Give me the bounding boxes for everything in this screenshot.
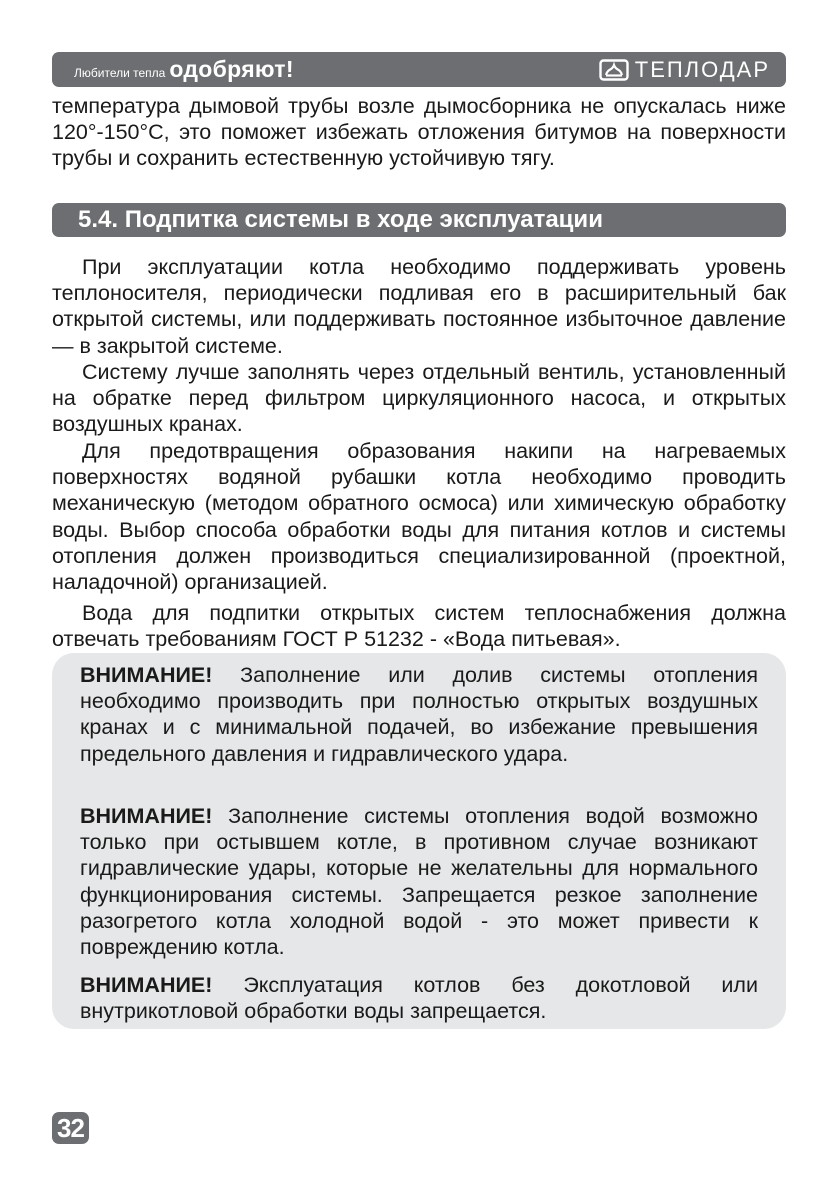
brand xyxy=(599,57,770,83)
intro-paragraph: температура дымовой трубы возле дымосборника не опускалась ниже 120°-150°С, это поможет избежать отложения битумов на поверхности трубы и сохранить естественную устойчивую тягу. xyxy=(52,94,786,171)
warning-2 xyxy=(80,803,758,960)
slogan-small: Любители тепла xyxy=(74,66,166,80)
paragraph-4: Вода для подпитки открытых систем теплоснабжения должна отвечать требованиям ГОСТ Р 51232 - «Вода питьевая». xyxy=(52,601,786,652)
page-header xyxy=(52,52,786,87)
warning-text: Заполнение или долив системы отопления необходимо производить при полностью открытых воздушных кранах и с минимальной подачей, во избежание превышения предельного давления и гидравлического удара. xyxy=(80,663,758,766)
flame-logo-icon xyxy=(599,59,629,81)
warning-text: Эксплуатация котлов без докотловой или внутрикотловой обработки воды запрещается. xyxy=(80,973,758,1024)
slogan-big: одобряют! xyxy=(169,56,294,82)
warning-label: ВНИМАНИЕ! xyxy=(80,804,213,828)
paragraph-2: Систему лучше заполнять через отдельный вентиль, установленный на обратке перед фильтром циркуляционного насоса, и открытых воздушных кранах. xyxy=(52,360,786,437)
paragraph-1: При эксплуатации котла необходимо поддерживать уровень теплоносителя, периодически подливая его в расширительный бак открытой системы, или поддерживать постоянное избыточное давление — в закрытой системе. xyxy=(52,255,786,358)
warning-label: ВНИМАНИЕ! xyxy=(80,973,213,997)
brand-name: ТЕПЛОДАР xyxy=(634,56,770,82)
page-number: 32 xyxy=(52,1112,89,1144)
warning-1 xyxy=(80,662,758,767)
warning-text: Заполнение системы отопления водой возможно только при остывшем котле, в противном случае возникают гидравлические удары, которые не желательны для нормального функционирования системы. Запрещается резкое заполнение разогретого котла холодной водой - это может привести к повреждению котла. xyxy=(80,804,758,960)
section-title: 5.4. Подпитка системы в ходе эксплуатации xyxy=(52,203,786,237)
warning-label: ВНИМАНИЕ! xyxy=(80,663,213,687)
slogan xyxy=(74,56,294,83)
paragraph-3: Для предотвращения образования накипи на нагреваемых поверхностях водяной рубашки котла необходимо проводить механическую (методом обратного осмоса) или химическую обработку воды. Выбор способа обработки воды для питания котлов и системы отопления должен производиться специализированной (проектной, наладочной) организацией. xyxy=(52,439,786,595)
warning-3 xyxy=(80,972,758,1024)
